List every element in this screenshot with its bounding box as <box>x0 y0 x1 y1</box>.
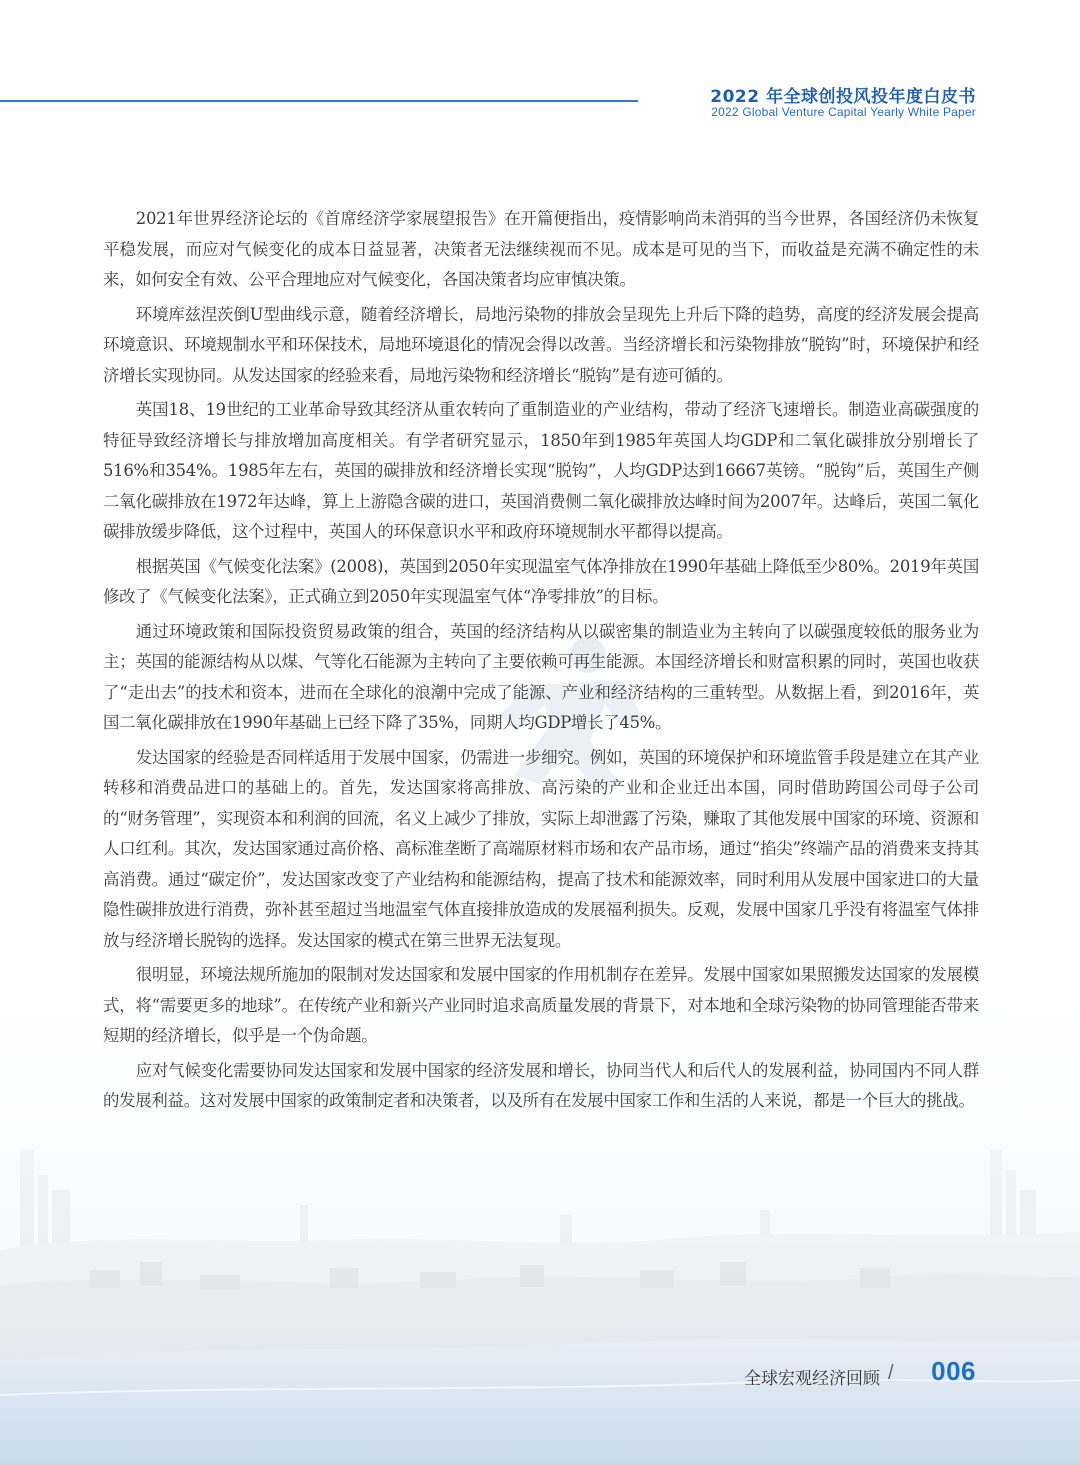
paragraph-8: 应对气候变化需要协同发达国家和发展中国家的经济发展和增长，协同当代人和后代人的发展利益，协同国内不同人群的发展利益。这对发展中国家的政策制定者和决策者，以及所有在发展中国家工作和生活的人来说，都是一个巨大的挑战。 <box>103 1060 979 1110</box>
header-subtitle: 2022 Global Venture Capital Yearly White Paper <box>711 105 976 119</box>
footer-section-title: 全球宏观经济回顾 <box>744 1369 880 1389</box>
header-rule <box>0 100 638 102</box>
paragraph-4: 根据英国《气候变化法案》(2008)，英国到2050年实现温室气体净排放在1990年基础上降低至少80%。2019年英国修改了《气候变化法案》，正式确立到2050年实现温室气体“净零排放”的目标。 <box>103 556 979 606</box>
paragraph-2: 环境库兹涅茨倒U型曲线示意，随着经济增长，局地污染物的排放会呈现先上升后下降的趋势，高度的经济发展会提高环境意识、环境规制水平和环保技术，局地环境退化的情况会得以改善。当经济增长和污染物排放“脱钩”时，环境保护和经济增长实现协同。从发达国家的经验来看，局地污染物和经济增长“脱钩”是有迹可循的。 <box>103 304 979 385</box>
article-body <box>103 204 979 1121</box>
paragraph-6: 发达国家的经验是否同样适用于发展中国家，仍需进一步细究。例如，英国的环境保护和环境监管手段是建立在其产业转移和消费品进口的基础上的。首先，发达国家将高排放、高污染的产业和企业迁出本国，同时借助跨国公司母子公司的“财务管理”，实现资本和利润的回流，名义上减少了排放，实际上却泄露了污染，赚取了其他发展中国家的环境、资源和人口红利。其次，发达国家通过高价格、高标准垄断了高端原材料市场和农产品市场，通过“掐尖”终端产品的消费来支持其高消费。通过“碳定价”，发达国家改变了产业结构和能源结构，提高了技术和能源效率，同时利用从发展中国家进口的大量隐性碳排放进行消费，弥补甚至超过当地温室气体直接排放造成的发展福利损失。反观，发展中国家几乎没有将温室气体排放与经济增长脱钩的选择。发达国家的模式在第三世界无法复现。 <box>103 747 979 950</box>
paragraph-7: 很明显，环境法规所施加的限制对发达国家和发展中国家的作用机制存在差异。发展中国家如果照搬发达国家的发展模式，将“需要更多的地球”。在传统产业和新兴产业同时追求高质量发展的背景下，对本地和全球污染物的协同管理能否带来短期的经济增长，似乎是一个伪命题。 <box>103 965 979 1045</box>
paragraph-3: 英国18、19世纪的工业革命导致其经济从重农转向了重制造业的产业结构，带动了经济飞速增长。制造业高碳强度的特征导致经济增长与排放增加高度相关。有学者研究显示，1850年到1985年英国人均GDP和二氧化碳排放分别增长了516%和354%。1985年左右，英国的碳排放和经济增长实现“脱钩”，人均GDP达到16667英镑。“脱钩”后，英国生产侧二氧化碳排放在1972年达峰，算上上游隐含碳的进口，英国消费侧二氧化碳排放达峰时间为2007年。达峰后，英国二氧化碳排放缓步降低，这个过程中，英国人的环保意识水平和政府环境规制水平都得以提高。 <box>103 400 979 541</box>
page-number: 006 <box>931 1356 976 1386</box>
footer-separator: / <box>888 1362 894 1384</box>
paragraph-1: 2021年世界经济论坛的《首席经济学家展望报告》在开篇便指出，疫情影响尚未消弭的当今世界，各国经济仍未恢复平稳发展，而应对气候变化的成本日益显著，决策者无法继续视而不见。成本是可见的当下，而收益是充满不确定性的未来，如何安全有效、公平合理地应对气候变化，各国决策者均应审慎决策。 <box>103 209 979 289</box>
paragraph-5: 通过环境政策和国际投资贸易政策的组合，英国的经济结构从以碳密集的制造业为主转向了以碳强度较低的服务业为主；英国的能源结构从以煤、气等化石能源为主转向了主要依赖可再生能源。本国经济增长和财富积累的同时，英国也收获了“走出去”的技术和资本，进而在全球化的浪潮中完成了能源、产业和经济结构的三重转型。从数据上看，到2016年，英国二氧化碳排放在1990年基础上已经下降了35%，同期人均GDP增长了45%。 <box>103 621 979 732</box>
header-title: 2022 年全球创投风投年度白皮书 <box>710 87 976 107</box>
